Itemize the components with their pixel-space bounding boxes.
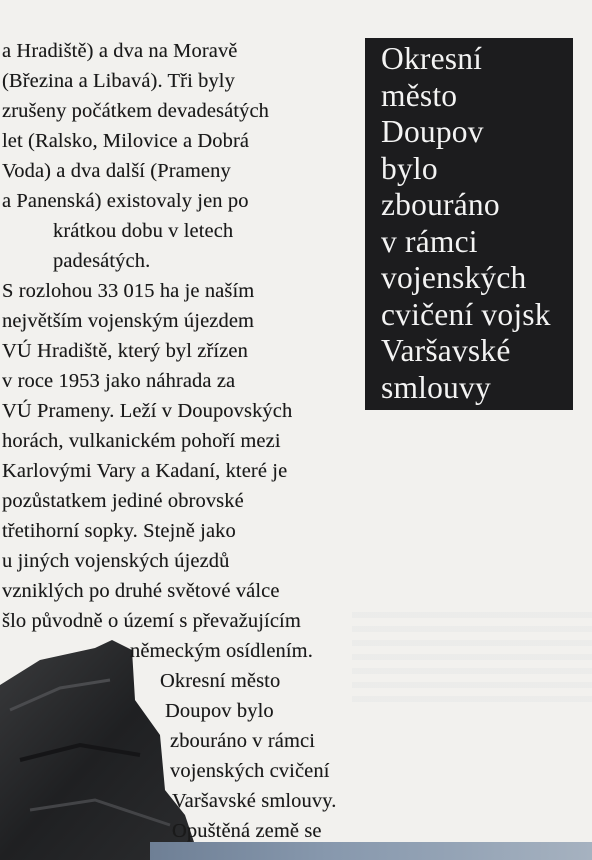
article-line: krátkou dobu v letech [53, 220, 234, 242]
article-line: Okresní město [160, 670, 281, 692]
article-line: u jiných vojenských újezdů [2, 550, 230, 572]
pull-quote-line: v rámci [381, 223, 478, 259]
article-line: vzniklých po druhé světové válce [2, 580, 280, 602]
article-line: (Březina a Libavá). Tři byly [2, 70, 235, 92]
article-line: třetihorní sopky. Stejně jako [2, 520, 236, 542]
article-line: VÚ Prameny. Leží v Doupovských [2, 400, 293, 422]
pull-quote-box [365, 38, 573, 410]
article-line: a Hradiště) a dva na Moravě [2, 40, 238, 62]
article-line: a Panenská) existovaly jen po [2, 190, 249, 212]
article-line: S rozlohou 33 015 ha je naším [2, 280, 255, 302]
article-line: zbouráno v rámci [170, 730, 316, 752]
pull-quote-line: Doupov [381, 114, 484, 149]
article-line: pozůstatkem jediné obrovské [2, 490, 244, 512]
pull-quote-line: město [381, 77, 458, 113]
show-through-text [352, 612, 592, 702]
article-line: let (Ralsko, Milovice a Dobrá [2, 130, 250, 152]
article-line: horách, vulkanickém pohoří mezi [2, 430, 281, 452]
article-line: zrušeny počátkem devadesátých [2, 100, 270, 122]
article-line: padesátých. [53, 250, 151, 272]
article-line: VÚ Hradiště, který byl zřízen [2, 340, 248, 362]
article-line: Karlovými Vary a Kadaní, které je [2, 460, 288, 482]
article-line: vojenských cvičení [170, 760, 330, 782]
article-line: německým osídlením. [130, 640, 313, 662]
pull-quote-line: Okresní [381, 41, 483, 76]
article-line: Voda) a dva další (Prameny [2, 160, 231, 182]
article-line: šlo původně o území s převažujícím [2, 610, 301, 632]
article-line: v roce 1953 jako náhrada za [2, 370, 236, 392]
article-line: Opuštěná země se [172, 820, 322, 842]
pull-quote-line: smlouvy [381, 369, 491, 405]
pull-quote-line: Varšavské [381, 333, 511, 368]
pull-quote-line: vojenských [381, 260, 527, 295]
pull-quote-line: cvičení vojsk [381, 296, 551, 332]
article-line: Varšavské smlouvy. [172, 790, 337, 812]
article-line: největším vojenským újezdem [2, 310, 255, 332]
article-line: Doupov bylo [165, 700, 274, 722]
pull-quote-line: zbouráno [381, 187, 500, 222]
pull-quote-line: bylo [381, 150, 438, 186]
